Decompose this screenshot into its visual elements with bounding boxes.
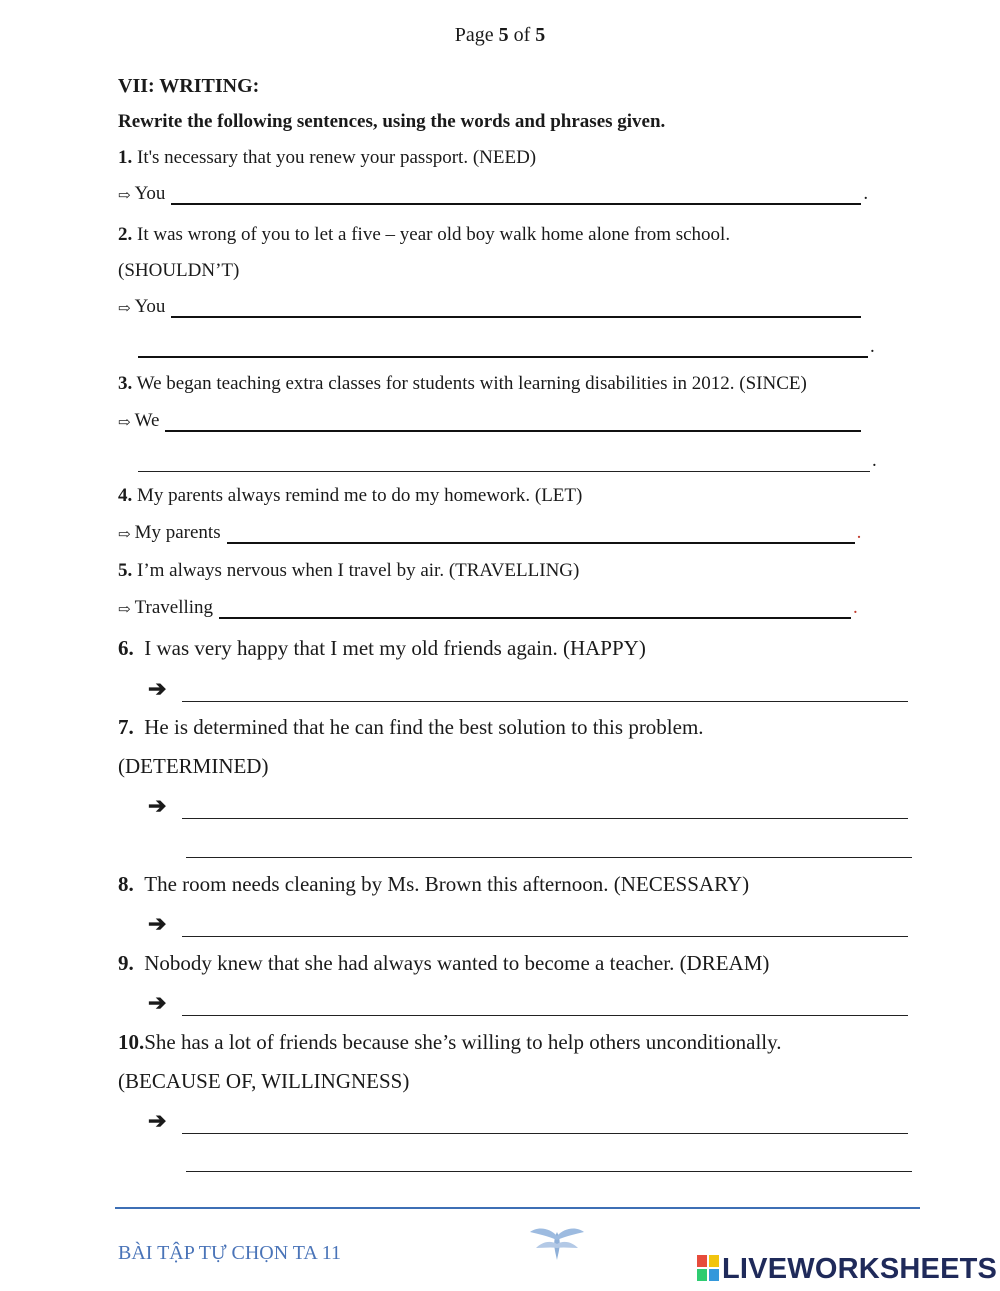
question-text: Nobody knew that she had always wanted to become a teacher. (DREAM) bbox=[144, 951, 770, 975]
current-page: 5 bbox=[498, 24, 509, 46]
question-number: 5. bbox=[118, 560, 133, 581]
liveworksheets-logo-icon bbox=[697, 1255, 719, 1281]
answer-prefix: Travelling bbox=[134, 597, 214, 618]
answer-line[interactable] bbox=[219, 617, 851, 619]
answer-line[interactable] bbox=[186, 857, 912, 858]
arrow-icon: ➔ bbox=[148, 1108, 167, 1133]
ornament-icon bbox=[528, 1222, 586, 1262]
question-8 bbox=[118, 872, 749, 897]
arrow-icon: ➔ bbox=[148, 911, 167, 936]
question-10-keyword: (BECAUSE OF, WILLINGNESS) bbox=[118, 1069, 410, 1093]
question-5 bbox=[118, 560, 579, 582]
question-text: My parents always remind me to do my homework. (LET) bbox=[132, 485, 583, 506]
answer-line[interactable] bbox=[182, 701, 908, 702]
question-number: 8. bbox=[118, 872, 134, 896]
answer-prefix: My parents bbox=[134, 522, 221, 543]
question-number: 7. bbox=[118, 715, 134, 739]
answer-line[interactable] bbox=[182, 936, 908, 937]
question-number: 3. bbox=[118, 373, 133, 394]
answer-prefix: You bbox=[134, 183, 166, 204]
period: . bbox=[853, 597, 858, 618]
hollow-arrow-icon: ⇨ bbox=[118, 188, 131, 204]
question-7-keyword: (DETERMINED) bbox=[118, 754, 269, 778]
period: . bbox=[863, 183, 869, 204]
answer-row-1 bbox=[118, 183, 868, 205]
section-instruction: Rewrite the following sentences, using the words and phrases given. bbox=[118, 111, 666, 132]
hollow-arrow-icon: ⇨ bbox=[118, 415, 131, 431]
answer-row-8 bbox=[148, 911, 908, 937]
period: . bbox=[872, 450, 877, 471]
question-text: I’m always nervous when I travel by air. (TRAVELLING) bbox=[132, 560, 580, 581]
question-text: It was wrong of you to let a five – year old boy walk home alone from school. bbox=[132, 224, 731, 245]
question-text: He is determined that he can find the best solution to this problem. bbox=[144, 715, 704, 739]
answer-prefix: We bbox=[134, 410, 160, 431]
question-text: She has a lot of friends because she’s willing to help others unconditionally. bbox=[144, 1030, 782, 1054]
brand-name: LIVEWORKSHEETS bbox=[722, 1253, 998, 1285]
footer-course-title: BÀI TẬP TỰ CHỌN TA 11 bbox=[118, 1242, 342, 1264]
page-indicator bbox=[0, 24, 1000, 47]
question-4 bbox=[118, 485, 582, 507]
question-number: 6. bbox=[118, 636, 134, 660]
answer-line[interactable] bbox=[171, 203, 861, 205]
page-word: Page bbox=[454, 24, 494, 46]
answer-row-4 bbox=[118, 522, 861, 544]
period: . bbox=[870, 336, 875, 357]
answer-row-3 bbox=[118, 410, 861, 432]
question-text: The room needs cleaning by Ms. Brown this afternoon. (NECESSARY) bbox=[144, 872, 750, 896]
hollow-arrow-icon: ⇨ bbox=[118, 527, 131, 543]
answer-prefix: You bbox=[134, 296, 166, 317]
answer-row-5 bbox=[118, 597, 858, 619]
answer-line[interactable] bbox=[182, 818, 908, 819]
answer-line[interactable] bbox=[227, 542, 855, 544]
answer-line[interactable] bbox=[171, 316, 861, 318]
answer-line[interactable] bbox=[186, 1171, 912, 1172]
hollow-arrow-icon: ⇨ bbox=[118, 301, 131, 317]
question-9 bbox=[118, 951, 769, 976]
answer-row-10 bbox=[148, 1108, 908, 1134]
question-1 bbox=[118, 147, 536, 169]
arrow-icon: ➔ bbox=[148, 793, 167, 818]
answer-line[interactable] bbox=[182, 1133, 908, 1134]
question-text: It's necessary that you renew your passport. (NEED) bbox=[132, 147, 537, 168]
answer-row-9 bbox=[148, 990, 908, 1016]
question-10 bbox=[118, 1030, 782, 1055]
question-number: 10. bbox=[118, 1030, 145, 1054]
of-word: of bbox=[513, 24, 531, 46]
answer-row-6 bbox=[148, 676, 908, 702]
answer-line[interactable] bbox=[182, 1015, 908, 1016]
liveworksheets-logo[interactable] bbox=[697, 1253, 997, 1286]
question-2-keyword: (SHOULDN’T) bbox=[118, 260, 240, 281]
arrow-icon: ➔ bbox=[148, 990, 167, 1015]
question-number: 1. bbox=[118, 147, 133, 168]
hollow-arrow-icon: ⇨ bbox=[118, 602, 131, 618]
section-title: VII: WRITING: bbox=[118, 75, 260, 97]
answer-line[interactable] bbox=[138, 471, 870, 472]
footer-rule bbox=[115, 1207, 920, 1209]
question-number: 2. bbox=[118, 224, 133, 245]
period: . bbox=[856, 522, 862, 543]
question-text: We began teaching extra classes for students with learning disabilities in 2012. (SINCE) bbox=[132, 373, 807, 394]
answer-line[interactable] bbox=[138, 356, 868, 358]
question-number: 4. bbox=[118, 485, 133, 506]
answer-row-2 bbox=[118, 296, 861, 318]
question-7 bbox=[118, 715, 704, 740]
answer-row-2b bbox=[138, 336, 875, 358]
question-6 bbox=[118, 636, 646, 661]
total-pages: 5 bbox=[535, 24, 546, 46]
question-2 bbox=[118, 224, 730, 246]
answer-row-3b bbox=[138, 450, 877, 472]
answer-line[interactable] bbox=[165, 430, 861, 432]
arrow-icon: ➔ bbox=[148, 676, 167, 701]
question-text: I was very happy that I met my old friends again. (HAPPY) bbox=[144, 636, 646, 660]
question-number: 9. bbox=[118, 951, 134, 975]
answer-row-7 bbox=[148, 793, 908, 819]
question-3 bbox=[118, 373, 807, 395]
